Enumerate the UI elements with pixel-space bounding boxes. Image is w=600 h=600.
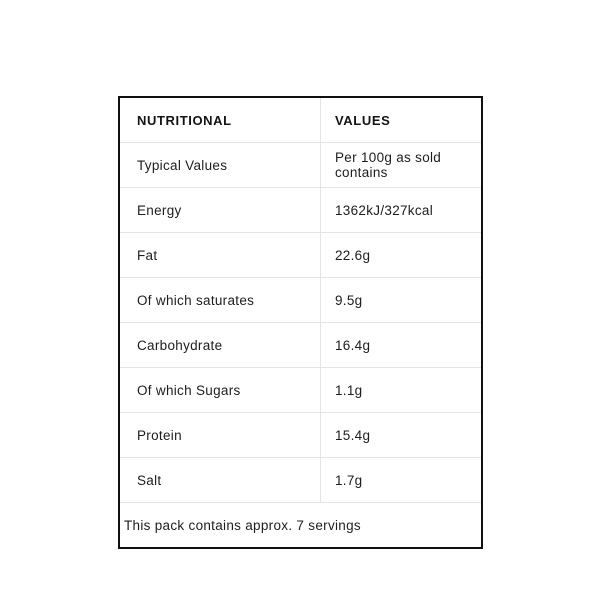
row-value-energy: 1362kJ/327kcal	[335, 202, 434, 218]
header-values: VALUES	[335, 112, 391, 128]
table-row	[120, 323, 481, 368]
table-row	[120, 143, 481, 188]
row-label-carbohydrate: Carbohydrate	[120, 323, 321, 367]
table-header-row	[120, 98, 481, 143]
row-label-protein: Protein	[120, 413, 321, 457]
table-row	[120, 413, 481, 458]
row-value-salt: 1.7g	[335, 472, 363, 488]
servings-note: This pack contains approx. 7 servings	[124, 517, 361, 533]
row-label-saturates: Of which saturates	[120, 278, 321, 322]
row-value-sugars: 1.1g	[335, 382, 363, 398]
row-label-salt: Salt	[120, 458, 321, 502]
table-row	[120, 458, 481, 503]
table-row	[120, 188, 481, 233]
row-label-energy: Energy	[120, 188, 321, 232]
row-label-sugars: Of which Sugars	[120, 368, 321, 412]
table-row	[120, 233, 481, 278]
row-value-saturates: 9.5g	[335, 292, 363, 308]
row-value-typical-values: Per 100g as sold contains	[335, 150, 442, 180]
header-nutritional: NUTRITIONAL	[120, 98, 321, 142]
table-row	[120, 278, 481, 323]
row-label-fat: Fat	[120, 233, 321, 277]
row-value-fat: 22.6g	[335, 247, 371, 263]
row-label-typical-values: Typical Values	[120, 143, 321, 187]
table-row	[120, 368, 481, 413]
row-value-protein: 15.4g	[335, 427, 371, 443]
row-value-carbohydrate: 16.4g	[335, 337, 371, 353]
nutrition-table	[118, 96, 483, 549]
